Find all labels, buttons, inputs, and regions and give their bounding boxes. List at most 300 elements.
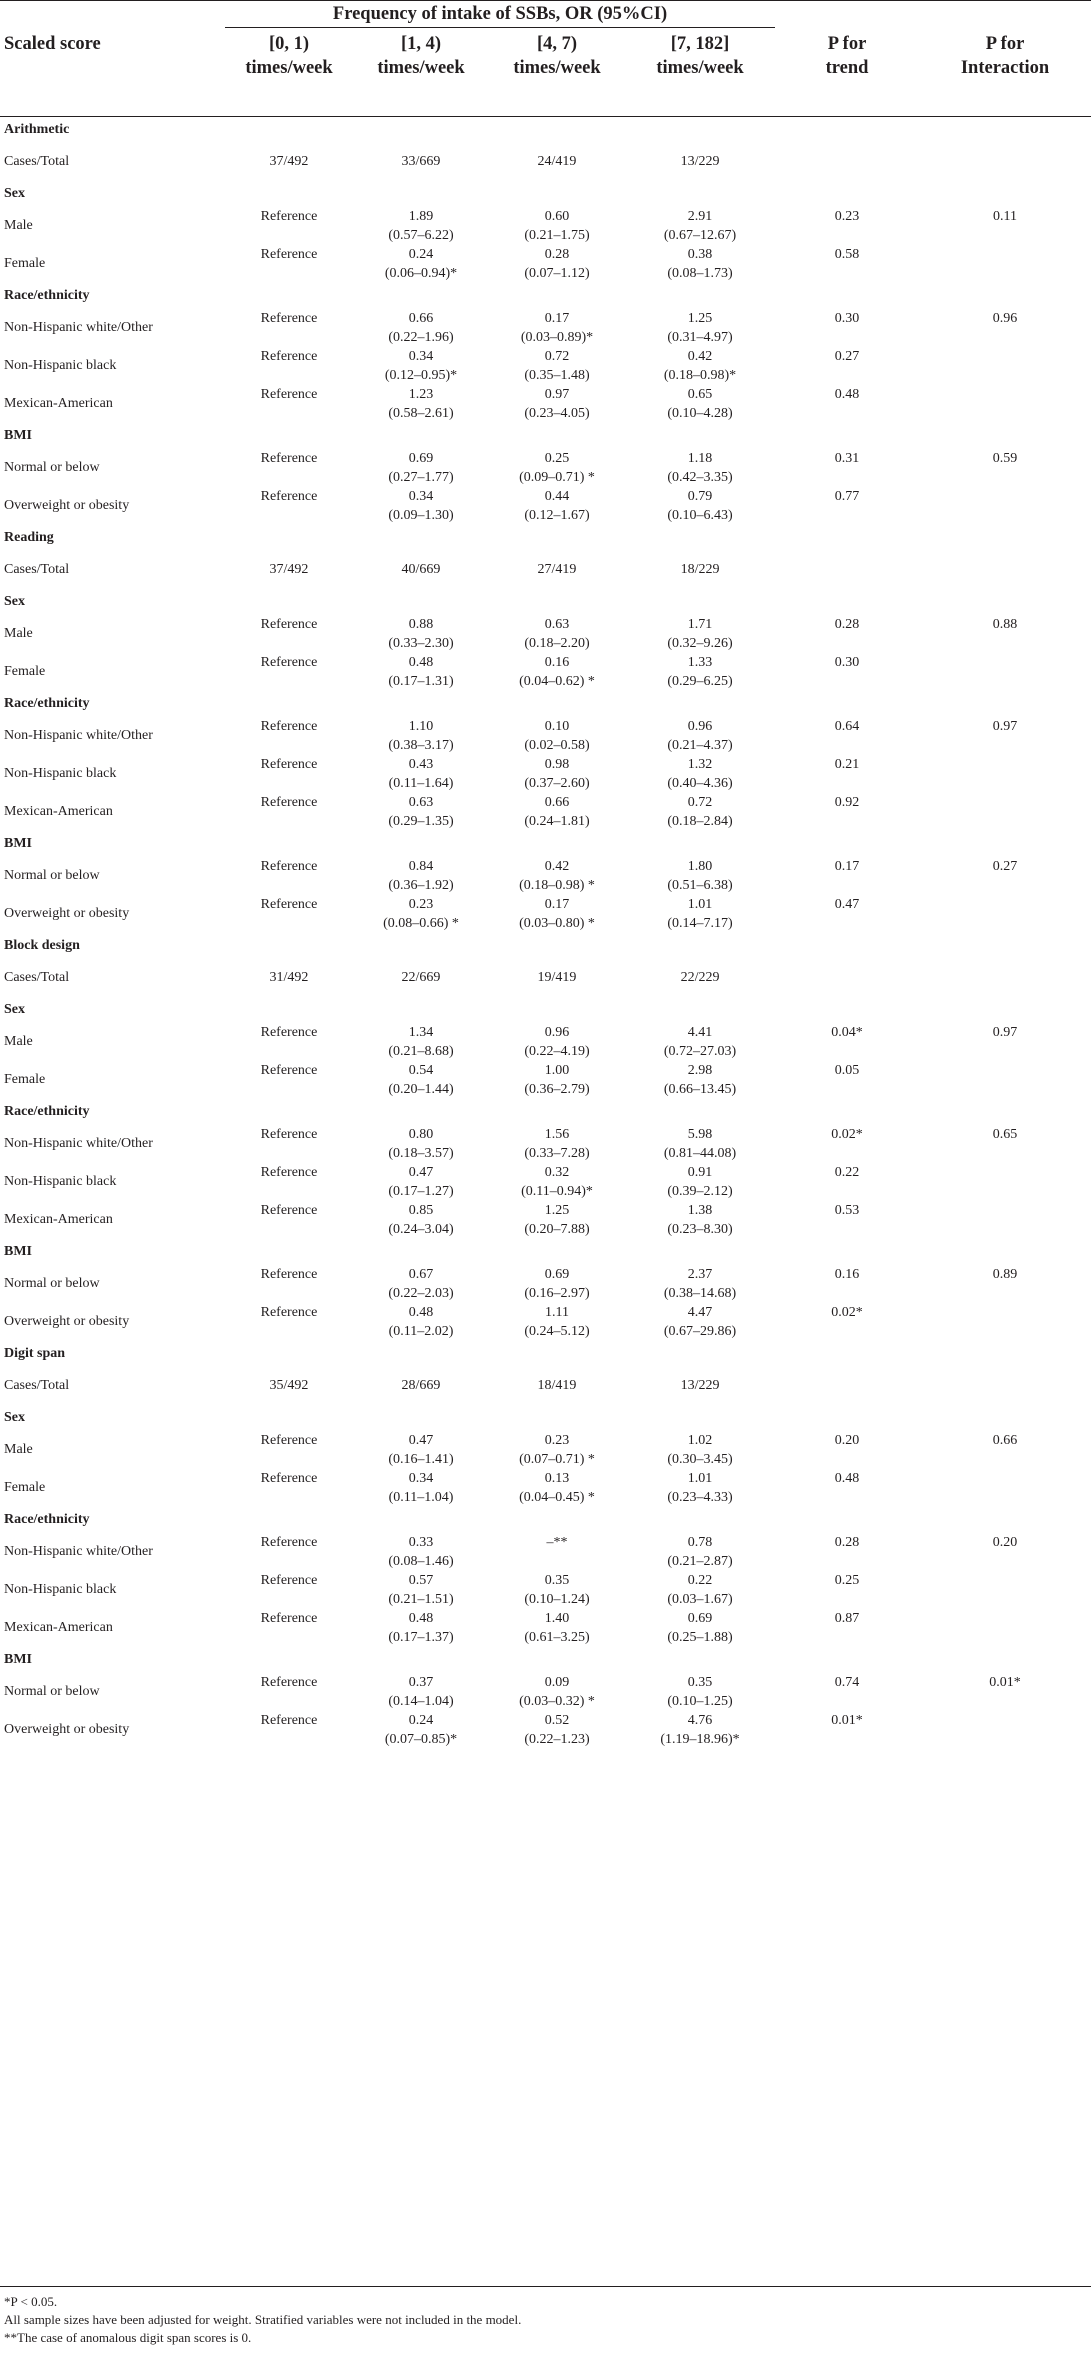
odds-ratio-value: 0.85 [408, 1202, 434, 1218]
odds-ratio-cell [489, 309, 625, 347]
confidence-interval [489, 1554, 625, 1570]
cases-cell: 31/492 [269, 970, 309, 985]
row-label: Male [4, 626, 33, 641]
reference-cell [225, 207, 353, 245]
table-row [0, 1431, 1091, 1469]
odds-ratio-cell [353, 1673, 489, 1711]
reference-value: Reference [260, 1674, 318, 1690]
ci-spacer [919, 908, 1091, 924]
odds-ratio-cell [625, 615, 775, 653]
confidence-interval: (0.29–1.35) [388, 813, 454, 829]
confidence-interval: (0.11–0.94)* [521, 1183, 593, 1199]
confidence-interval: (0.31–4.97) [667, 329, 733, 345]
column-header [489, 28, 625, 117]
odds-ratio-cell [625, 1163, 775, 1201]
confidence-interval: (0.03–0.89)* [520, 329, 594, 345]
p-interaction-value: 0.66 [992, 1432, 1018, 1448]
row-label: Non-Hispanic black [4, 358, 117, 373]
ci-spacer [775, 508, 919, 524]
ci-spacer [775, 1592, 919, 1608]
odds-ratio-cell [489, 1533, 625, 1571]
ci-spacer [775, 1694, 919, 1710]
ci-spacer [225, 1324, 353, 1340]
p-interaction-cell [919, 717, 1091, 755]
cases-cell: 40/669 [401, 562, 441, 577]
odds-ratio-value: 2.37 [687, 1266, 713, 1282]
ci-spacer [775, 1630, 919, 1646]
empty-cell [775, 551, 919, 589]
odds-ratio-cell [489, 1431, 625, 1469]
table-row [0, 207, 1091, 245]
p-interaction-value: 0.97 [992, 1024, 1018, 1040]
p-trend-value: 0.01* [831, 1712, 863, 1728]
p-trend-value: 0.21 [834, 756, 860, 772]
ci-spacer [919, 1482, 1091, 1498]
ci-spacer [919, 1316, 1091, 1332]
odds-ratio-value: 0.96 [544, 1024, 570, 1040]
ci-spacer [775, 330, 919, 346]
row-label: Cases/Total [4, 1378, 70, 1393]
odds-ratio-value: 0.69 [544, 1266, 570, 1282]
table-row [0, 857, 1091, 895]
confidence-interval: (0.07–0.85)* [384, 1731, 458, 1747]
table-row [0, 245, 1091, 283]
p-trend-cell [775, 793, 919, 831]
odds-ratio-value: 0.47 [408, 1432, 434, 1448]
odds-ratio-value: 0.42 [687, 348, 713, 364]
table-row [0, 1061, 1091, 1099]
row-label: Non-Hispanic black [4, 766, 117, 781]
odds-ratio-value: 0.66 [544, 794, 570, 810]
section-row [0, 997, 1091, 1023]
p-interaction-cell [919, 309, 1091, 347]
confidence-interval: (0.36–1.92) [388, 877, 454, 893]
p-interaction-cell [919, 245, 1091, 283]
confidence-interval: (0.33–2.30) [388, 635, 454, 651]
p-trend-value: 0.02* [831, 1304, 863, 1320]
ci-spacer [775, 636, 919, 652]
cases-cell: 22/669 [401, 970, 441, 985]
odds-ratio-cell [489, 857, 625, 895]
section-row [0, 181, 1091, 207]
ci-spacer [919, 666, 1091, 682]
ci-spacer [775, 878, 919, 894]
confidence-interval: (0.21–1.75) [524, 227, 590, 243]
table-row [0, 1023, 1091, 1061]
reference-value: Reference [260, 896, 318, 912]
row-label: Non-Hispanic white/Other [4, 1544, 153, 1559]
p-trend-cell [775, 347, 919, 385]
table-footnotes [0, 2286, 1091, 2347]
reference-cell [225, 1571, 353, 1609]
row-label: Female [4, 256, 46, 271]
odds-ratio-cell [489, 615, 625, 653]
p-trend-value: 0.04* [831, 1024, 863, 1040]
p-trend-value: 0.87 [834, 1610, 860, 1626]
odds-ratio-cell [489, 449, 625, 487]
ci-spacer [225, 470, 353, 486]
header-row-columns [0, 28, 1091, 117]
p-trend-cell [775, 1533, 919, 1571]
p-trend-value: 0.77 [834, 488, 860, 504]
p-trend-value: 0.16 [834, 1266, 860, 1282]
cases-cell: 37/492 [269, 562, 309, 577]
odds-ratio-value: 0.96 [687, 718, 713, 734]
odds-ratio-value: 0.48 [408, 1610, 434, 1626]
reference-cell [225, 1673, 353, 1711]
header-row-spanning [0, 1, 1091, 28]
odds-ratio-cell [353, 1303, 489, 1341]
confidence-interval: (0.03–0.80) * [519, 915, 595, 931]
reference-value: Reference [260, 1304, 318, 1320]
confidence-interval: (0.06–0.94)* [384, 265, 458, 281]
p-trend-cell [775, 449, 919, 487]
reference-cell [225, 1431, 353, 1469]
p-trend-cell [775, 1711, 919, 1749]
ci-spacer [775, 368, 919, 384]
row-label: Normal or below [4, 1684, 100, 1699]
confidence-interval: (0.14–7.17) [667, 915, 733, 931]
odds-ratio-value: 0.13 [544, 1470, 570, 1486]
p-trend-cell [775, 895, 919, 933]
ci-spacer [919, 738, 1091, 754]
empty-cell [919, 551, 1091, 589]
section-label: Race/ethnicity [4, 1512, 90, 1527]
p-trend-cell [775, 1125, 919, 1163]
footnote: *P < 0.05. [4, 2294, 58, 2309]
odds-ratio-cell [625, 347, 775, 385]
p-trend-cell [775, 1609, 919, 1647]
empty-cell [775, 143, 919, 181]
section-label: Reading [4, 530, 54, 545]
ci-spacer [225, 508, 353, 524]
ci-spacer [775, 266, 919, 282]
table-body [0, 117, 1091, 1750]
section-label: Race/ethnicity [4, 696, 90, 711]
odds-ratio-value: 0.66 [408, 310, 434, 326]
table-row [0, 1533, 1091, 1571]
odds-ratio-cell [353, 717, 489, 755]
reference-value: Reference [260, 1126, 318, 1142]
section-label: BMI [4, 836, 32, 851]
p-trend-cell [775, 1673, 919, 1711]
column-header-line1: [7, 182] [670, 34, 730, 54]
confidence-interval: (0.03–1.67) [667, 1591, 733, 1607]
odds-ratio-cell [353, 895, 489, 933]
table-row [0, 1265, 1091, 1303]
p-trend-cell [775, 857, 919, 895]
odds-ratio-cell [625, 793, 775, 831]
odds-ratio-cell [625, 1469, 775, 1507]
odds-ratio-value: 1.40 [544, 1610, 570, 1626]
p-interaction-cell [919, 1469, 1091, 1507]
row-label: Overweight or obesity [4, 1314, 130, 1329]
odds-ratio-cell [353, 653, 489, 691]
odds-ratio-value: 0.44 [544, 488, 570, 504]
p-trend-cell [775, 245, 919, 283]
ci-spacer [775, 1082, 919, 1098]
confidence-interval: (0.25–1.88) [667, 1629, 733, 1645]
table-row [0, 717, 1091, 755]
confidence-interval: (0.10–1.24) [524, 1591, 590, 1607]
odds-ratio-cell [625, 1061, 775, 1099]
row-label: Male [4, 1034, 33, 1049]
ci-spacer [225, 878, 353, 894]
odds-ratio-value: 0.69 [687, 1610, 713, 1626]
ci-spacer [775, 1490, 919, 1506]
confidence-interval: (1.19–18.96)* [660, 1731, 740, 1747]
odds-ratio-value: 1.32 [687, 756, 713, 772]
empty-cell [775, 1367, 919, 1405]
ci-spacer [225, 1630, 353, 1646]
odds-ratio-cell [489, 1163, 625, 1201]
ci-spacer [919, 1554, 1091, 1570]
p-trend-value: 0.28 [834, 1534, 860, 1550]
p-trend-cell [775, 1431, 919, 1469]
odds-ratio-value: 0.24 [408, 1712, 434, 1728]
odds-ratio-cell [625, 1303, 775, 1341]
section-label: Digit span [4, 1346, 66, 1361]
p-interaction-cell [919, 487, 1091, 525]
p-trend-value: 0.05 [834, 1062, 860, 1078]
p-interaction-cell [919, 653, 1091, 691]
row-label: Male [4, 218, 33, 233]
odds-ratio-cell [353, 1711, 489, 1749]
p-trend-value: 0.28 [834, 616, 860, 632]
ci-spacer [775, 738, 919, 754]
reference-value: Reference [260, 1062, 318, 1078]
empty-cell [919, 1367, 1091, 1405]
reference-value: Reference [260, 246, 318, 262]
confidence-interval: (0.10–1.25) [667, 1693, 733, 1709]
table-row [0, 1469, 1091, 1507]
confidence-interval: (0.58–2.61) [388, 405, 454, 421]
ci-spacer [225, 1694, 353, 1710]
odds-ratio-value: 0.97 [544, 386, 570, 402]
footnote: All sample sizes have been adjusted for weight. Stratified variables were not included in the model. [4, 2312, 522, 2327]
reference-value: Reference [260, 616, 318, 632]
p-trend-value: 0.92 [834, 794, 860, 810]
p-trend-cell [775, 385, 919, 423]
odds-ratio-value: 0.32 [544, 1164, 570, 1180]
confidence-interval: (0.27–1.77) [388, 469, 454, 485]
section-row [0, 933, 1091, 959]
confidence-interval: (0.23–8.30) [667, 1221, 733, 1237]
ci-spacer [225, 916, 353, 932]
confidence-interval: (0.08–0.66) * [383, 915, 459, 931]
p-interaction-value: 0.88 [992, 616, 1018, 632]
p-trend-value: 0.30 [834, 310, 860, 326]
p-interaction-cell [919, 385, 1091, 423]
reference-value: Reference [260, 654, 318, 670]
p-interaction-cell [919, 449, 1091, 487]
confidence-interval: (0.16–1.41) [388, 1451, 454, 1467]
p-trend-cell [775, 1201, 919, 1239]
odds-ratio-cell [353, 1533, 489, 1571]
section-row [0, 117, 1091, 144]
odds-ratio-cell [353, 449, 489, 487]
odds-ratio-value: 0.88 [408, 616, 434, 632]
p-interaction-cell [919, 1201, 1091, 1239]
reference-cell [225, 1265, 353, 1303]
reference-cell [225, 1533, 353, 1571]
reference-value: Reference [260, 718, 318, 734]
p-interaction-value: 0.97 [992, 718, 1018, 734]
cases-row [0, 551, 1091, 589]
ci-spacer [919, 398, 1091, 414]
ci-spacer [775, 1222, 919, 1238]
p-interaction-value: 0.96 [992, 310, 1018, 326]
odds-ratio-value: 1.18 [687, 450, 713, 466]
confidence-interval: (0.04–0.45) * [519, 1489, 595, 1505]
ci-spacer [919, 1584, 1091, 1600]
cases-cell: 22/229 [680, 970, 720, 985]
p-interaction-cell [919, 1125, 1091, 1163]
section-label: Race/ethnicity [4, 1104, 90, 1119]
odds-ratio-cell [353, 245, 489, 283]
odds-ratio-cell [489, 207, 625, 245]
odds-ratio-cell [353, 1201, 489, 1239]
section-row [0, 1341, 1091, 1367]
odds-ratio-cell [353, 1431, 489, 1469]
odds-ratio-cell [489, 717, 625, 755]
section-label: Race/ethnicity [4, 288, 90, 303]
odds-ratio-cell [353, 385, 489, 423]
odds-ratio-value: 1.02 [687, 1432, 713, 1448]
reference-cell [225, 1163, 353, 1201]
odds-ratio-cell [625, 895, 775, 933]
odds-ratio-value: 0.91 [687, 1164, 713, 1180]
odds-ratio-value: 0.63 [408, 794, 434, 810]
odds-ratio-cell [625, 245, 775, 283]
p-trend-value: 0.23 [834, 208, 860, 224]
ci-spacer [225, 1044, 353, 1060]
p-trend-value: 0.20 [834, 1432, 860, 1448]
p-trend-value: 0.48 [834, 1470, 860, 1486]
column-header [919, 28, 1091, 117]
odds-ratio-value: 1.01 [687, 896, 713, 912]
section-row [0, 1507, 1091, 1533]
column-header-line2: times/week [377, 58, 465, 78]
ci-spacer [919, 1176, 1091, 1192]
section-label: Sex [4, 594, 25, 609]
section-row [0, 525, 1091, 551]
ci-spacer [225, 1184, 353, 1200]
reference-value: Reference [260, 1610, 318, 1626]
confidence-interval: (0.67–29.86) [663, 1323, 737, 1339]
odds-ratio-cell [625, 857, 775, 895]
table-row [0, 309, 1091, 347]
ci-spacer [225, 406, 353, 422]
p-trend-cell [775, 755, 919, 793]
ci-spacer [919, 768, 1091, 784]
confidence-interval: (0.09–0.71) * [519, 469, 595, 485]
footnote: **The case of anomalous digit span scores is 0. [4, 2330, 252, 2345]
ci-spacer [225, 266, 353, 282]
odds-ratio-cell [353, 1061, 489, 1099]
confidence-interval: (0.51–6.38) [667, 877, 733, 893]
odds-ratio-cell [625, 1711, 775, 1749]
ci-spacer [225, 368, 353, 384]
table-row [0, 793, 1091, 831]
odds-ratio-cell [489, 895, 625, 933]
odds-ratio-value: 4.76 [687, 1712, 713, 1728]
odds-ratio-value: 0.24 [408, 246, 434, 262]
reference-value: Reference [260, 1024, 318, 1040]
ci-spacer [225, 1490, 353, 1506]
confidence-interval: (0.36–2.79) [524, 1081, 590, 1097]
empty-cell [775, 959, 919, 997]
reference-value: Reference [260, 348, 318, 364]
odds-ratio-value: 0.65 [687, 386, 713, 402]
row-label: Overweight or obesity [4, 1722, 130, 1737]
row-label: Non-Hispanic white/Other [4, 1136, 153, 1151]
odds-ratio-value: 0.43 [408, 756, 434, 772]
confidence-interval: (0.04–0.62) * [519, 673, 595, 689]
table-row [0, 1673, 1091, 1711]
ci-spacer [919, 1214, 1091, 1230]
p-interaction-cell [919, 207, 1091, 245]
confidence-interval: (0.20–7.88) [524, 1221, 590, 1237]
row-label: Female [4, 1072, 46, 1087]
odds-ratio-cell [353, 1469, 489, 1507]
ci-spacer [225, 674, 353, 690]
odds-ratio-value: 0.48 [408, 1304, 434, 1320]
p-trend-value: 0.31 [834, 450, 860, 466]
odds-ratio-value: 1.00 [544, 1062, 570, 1078]
odds-ratio-cell [353, 755, 489, 793]
p-trend-cell [775, 717, 919, 755]
odds-ratio-value: 4.41 [687, 1024, 713, 1040]
confidence-interval: (0.08–1.73) [667, 265, 733, 281]
odds-ratio-value: 2.91 [687, 208, 713, 224]
confidence-interval: (0.18–2.84) [667, 813, 733, 829]
ci-spacer [225, 1732, 353, 1748]
p-interaction-cell [919, 1303, 1091, 1341]
odds-ratio-cell [625, 653, 775, 691]
reference-value: Reference [260, 1470, 318, 1486]
section-label: BMI [4, 428, 32, 443]
odds-ratio-cell [353, 1265, 489, 1303]
odds-ratio-cell [489, 1673, 625, 1711]
ci-spacer [225, 1146, 353, 1162]
odds-ratio-value: –** [546, 1534, 568, 1550]
p-interaction-cell [919, 1431, 1091, 1469]
column-header-line2: times/week [513, 58, 601, 78]
odds-ratio-cell [489, 1201, 625, 1239]
row-label: Non-Hispanic white/Other [4, 320, 153, 335]
table-row [0, 449, 1091, 487]
column-header-line2: Interaction [960, 57, 1050, 78]
section-label: Arithmetic [4, 122, 70, 137]
row-label: Mexican-American [4, 1212, 113, 1227]
ci-spacer [225, 1286, 353, 1302]
section-row [0, 1405, 1091, 1431]
ci-spacer [919, 330, 1091, 346]
reference-cell [225, 347, 353, 385]
reference-cell [225, 615, 353, 653]
confidence-interval: (0.12–1.67) [524, 507, 590, 523]
row-label: Cases/Total [4, 562, 70, 577]
table-row [0, 895, 1091, 933]
row-label: Normal or below [4, 1276, 100, 1291]
row-label: Non-Hispanic black [4, 1582, 117, 1597]
reference-value: Reference [260, 858, 318, 874]
odds-ratio-value: 0.57 [408, 1572, 434, 1588]
table-row [0, 615, 1091, 653]
row-label: Mexican-American [4, 804, 113, 819]
row-label: Cases/Total [4, 970, 70, 985]
